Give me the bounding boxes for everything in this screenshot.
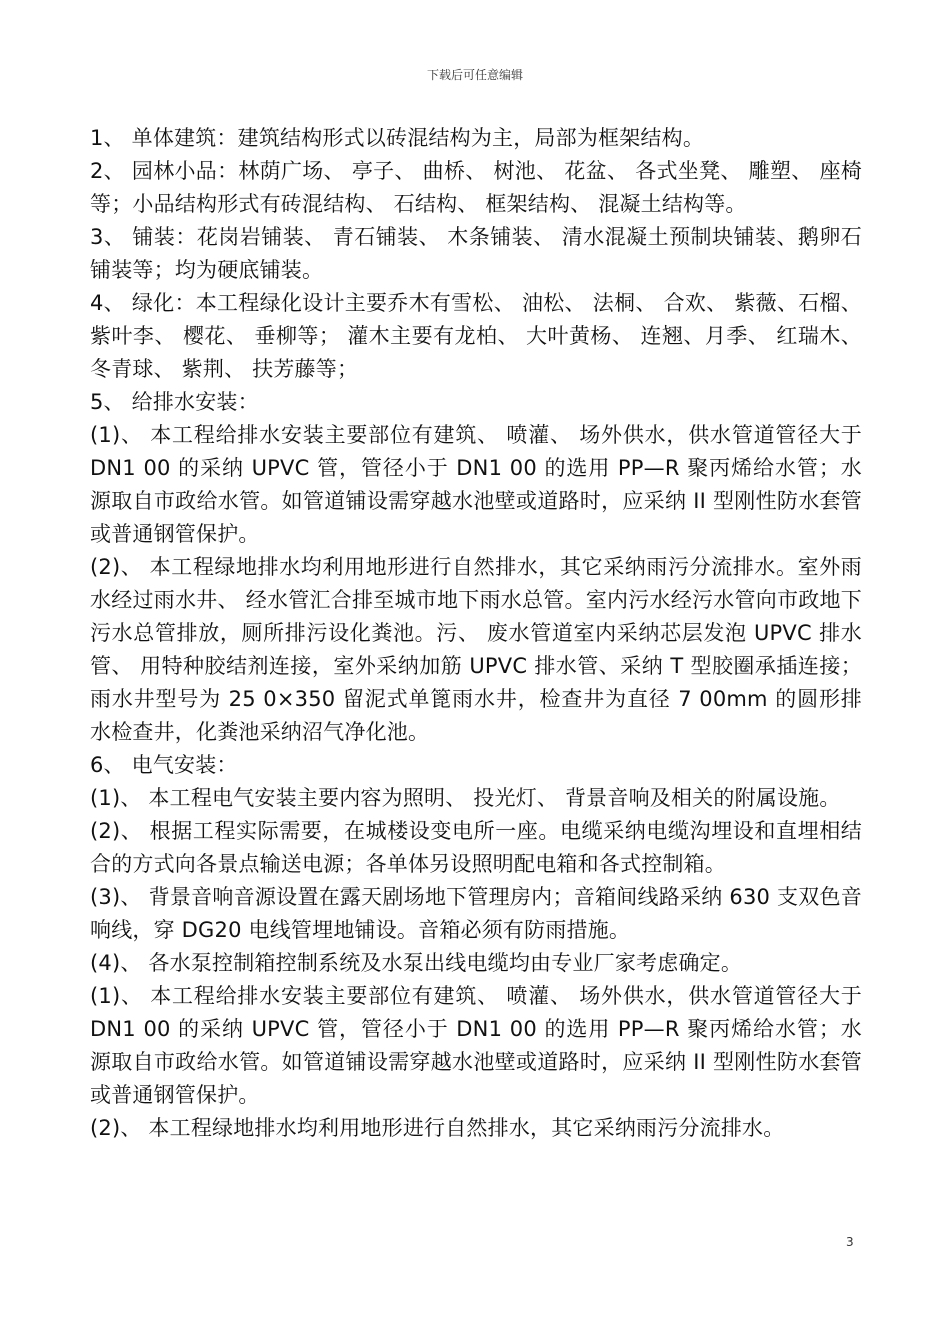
plumbing-sub-2: (2)、 本工程绿地排水均利用地形进行自然排水，其它采纳雨污分流排水。室外雨水经过雨水井、 经水管汇合排至城市地下雨水总管。室内污水经污水管向市政地下污水总管排放，厕所排污设化粪池。污、 废水管道室内采纳芯层发泡 UPVC 排水管、 用特种胶结剂连接，室外采纳加筋 UPVC 排水管、采纳 T 型胶圈承插连接；雨水井型号为 25 0×350 留泥式单篦雨水井，检查井为直径 7 00mm 的圆形排水检查井，化粪池采纳沼气净化池。 bbox=[90, 555, 862, 744]
item-4-greening: 4、 绿化：本工程绿化设计主要乔木有雪松、 油松、 法桐、 合欢、 紫薇、石榴、 紫叶李、 樱花、 垂柳等； 灌木主要有龙柏、 大叶黄杨、 连翘、月季、 红瑞木、 冬青球、 紫荆、 扶芳藤等； bbox=[90, 291, 862, 381]
electrical-sub-4: (4)、 各水泵控制箱控制系统及水泵出线电缆均由专业厂家考虑确定。 bbox=[90, 951, 743, 975]
item-5-plumbing-heading: 5、 给排水安装： bbox=[90, 390, 259, 414]
document-body bbox=[90, 122, 862, 1145]
item-6-electrical-heading: 6、 电气安装： bbox=[90, 753, 238, 777]
plumbing-repeat-sub-2: (2)、 本工程绿地排水均利用地形进行自然排水，其它采纳雨污分流排水。 bbox=[90, 1116, 785, 1140]
electrical-sub-2: (2)、 根据工程实际需要，在城楼设变电所一座。电缆采纳电缆沟埋设和直埋相结合的方式向各景点输送电源；各单体另设照明配电箱和各式控制箱。 bbox=[90, 819, 862, 876]
item-3-paving: 3、 铺装：花岗岩铺装、 青石铺装、 木条铺装、 清水混凝土预制块铺装、鹅卵石铺装等；均为硬底铺装。 bbox=[90, 225, 862, 282]
electrical-sub-1: (1)、 本工程电气安装主要内容为照明、 投光灯、 背景音响及相关的附属设施。 bbox=[90, 786, 841, 810]
electrical-sub-3: (3)、 背景音响音源设置在露天剧场地下管理房内；音箱间线路采纳 630 支双色音响线，穿 DG20 电线管埋地铺设。音箱必须有防雨措施。 bbox=[90, 885, 862, 942]
item-2-garden-features: 2、 园林小品：林荫广场、 亭子、 曲桥、 树池、 花盆、 各式坐凳、 雕塑、 座椅等；小品结构形式有砖混结构、 石结构、 框架结构、 混凝土结构等。 bbox=[90, 159, 862, 216]
plumbing-sub-1: (1)、 本工程给排水安装主要部位有建筑、 喷灌、 场外供水，供水管道管径大于 DN1 00 的采纳 UPVC 管，管径小于 DN1 00 的选用 PP—R 聚丙烯给水管；水源取自市政给水管。如管道铺设需穿越水池壁或道路时，应采纳 II 型刚性防水套管或普通钢管保护。 bbox=[90, 423, 862, 546]
plumbing-repeat-sub-1: (1)、 本工程给排水安装主要部位有建筑、 喷灌、 场外供水，供水管道管径大于 DN1 00 的采纳 UPVC 管，管径小于 DN1 00 的选用 PP—R 聚丙烯给水管；水源取自市政给水管。如管道铺设需穿越水池壁或道路时，应采纳 II 型刚性防水套管或普通钢管保护。 bbox=[90, 984, 862, 1107]
page-number: 3 bbox=[846, 1235, 854, 1249]
item-1-single-building: 1、 单体建筑：建筑结构形式以砖混结构为主，局部为框架结构。 bbox=[90, 126, 705, 150]
page-header: 下载后可任意编辑 bbox=[426, 68, 523, 82]
